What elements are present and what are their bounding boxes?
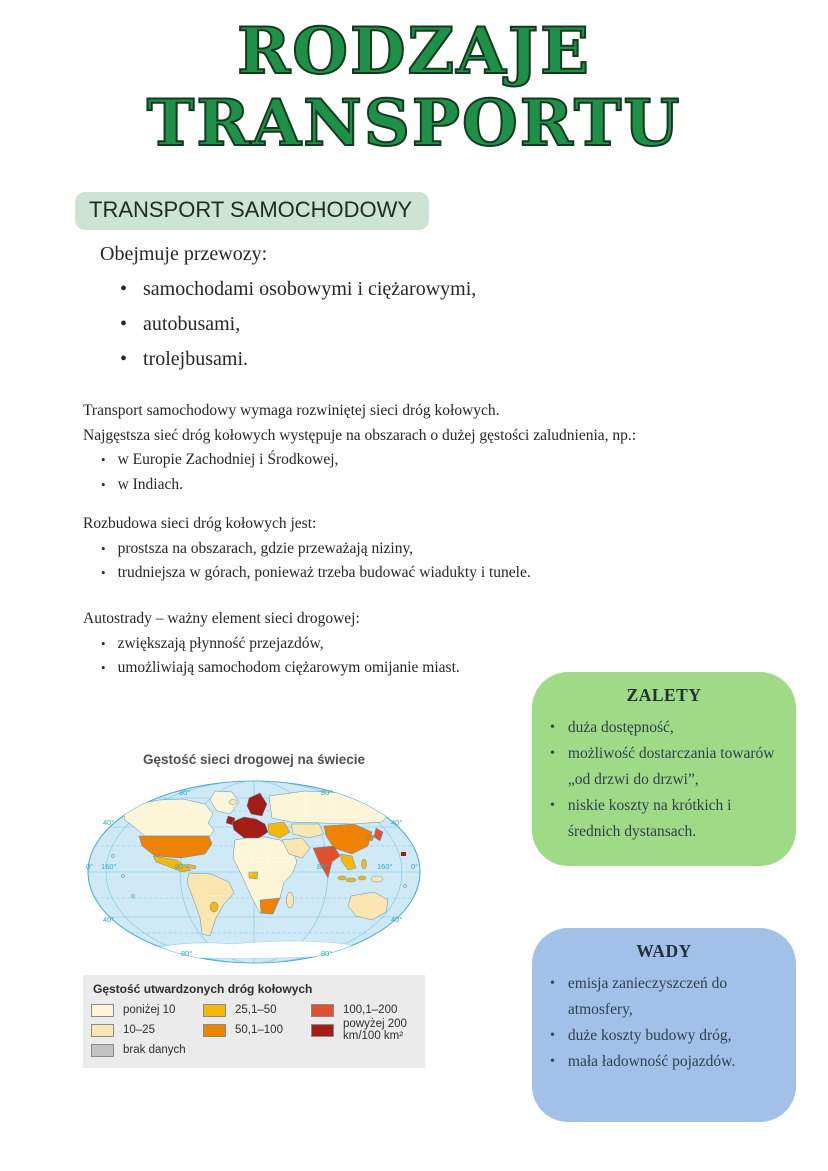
list-item: • autobusami,	[120, 313, 476, 335]
graticule-label: 40°	[103, 818, 115, 827]
paragraph-road-network	[83, 399, 703, 497]
list-item: • prostsza na obszarach, gdzie przeważają niziny,	[83, 537, 703, 562]
legend-swatch	[91, 1044, 114, 1057]
graticule-label: 0°	[411, 862, 419, 871]
list-item: • zwiększają płynność przejazdów,	[83, 632, 703, 657]
advantages-box	[532, 672, 796, 866]
list-item: • trolejbusami.	[120, 348, 476, 370]
legend-item: 25,1–50	[203, 1000, 311, 1020]
world-map-image	[83, 776, 425, 968]
page-title-line-1: RODZAJE	[237, 14, 591, 89]
map-legend	[83, 975, 425, 1068]
list-item: • emisja zanieczyszczeń do atmosfery,	[548, 971, 780, 1023]
legend-item: poniżej 10	[91, 1000, 203, 1020]
map-legend-title: Gęstość utwardzonych dróg kołowych	[93, 982, 313, 996]
legend-swatch	[91, 1004, 114, 1017]
list-item: • duże koszty budowy dróg,	[548, 1023, 780, 1049]
legend-item: 100,1–200	[311, 1000, 415, 1020]
intro-block	[100, 243, 476, 383]
paragraph-line: Najgęstsza sieć dróg kołowych występuje na obszarach o dużej gęstości zaludnienia, np.:	[83, 426, 637, 444]
advantages-title: ZALETY	[626, 685, 702, 705]
graticule-label: 80°	[321, 949, 333, 958]
page-title-line-2: TRANSPORTU	[146, 86, 682, 161]
graticule-label: 40°	[391, 915, 403, 924]
world-map-figure	[83, 752, 425, 1068]
paragraph-network-expansion	[83, 512, 703, 586]
map-title: Gęstość sieci drogowej na świecie	[142, 752, 366, 767]
list-item: • samochodami osobowymi i ciężarowymi,	[120, 278, 476, 300]
disadvantages-title: WADY	[636, 941, 692, 961]
list-item: • w Europie Zachodniej i Środkowej,	[83, 448, 703, 473]
section-header-badge: TRANSPORT SAMOCHODOWY	[75, 192, 429, 230]
paragraph-line: Rozbudowa sieci dróg kołowych jest:	[83, 515, 317, 532]
list-item: • w Indiach.	[83, 473, 703, 498]
legend-swatch	[203, 1004, 226, 1017]
graticule-label: 160°	[101, 862, 117, 871]
list-item: • umożliwiają samochodom ciężarowym omijanie miast.	[83, 656, 703, 681]
graticule-label: 160°	[377, 862, 393, 871]
intro-heading: Obejmuje przewozy:	[100, 243, 268, 265]
legend-swatch	[311, 1004, 334, 1017]
legend-item: brak danych	[91, 1040, 203, 1060]
legend-item: 50,1–100	[203, 1020, 311, 1040]
graticule-label: 40°	[391, 818, 403, 827]
graticule-label: 80°	[317, 862, 329, 871]
graticule-label: 80°	[179, 788, 191, 797]
graticule-label: 80°	[181, 949, 193, 958]
list-item: • niskie koszty na krótkich i średnich dystansach.	[548, 793, 780, 845]
list-item: • mała ładowność pojazdów.	[548, 1049, 780, 1075]
legend-swatch	[203, 1024, 226, 1037]
legend-swatch	[91, 1024, 114, 1037]
graticule-label: 80°	[321, 788, 333, 797]
legend-swatch	[311, 1024, 334, 1037]
page-title	[0, 16, 828, 160]
paragraph-line: Transport samochodowy wymaga rozwiniętej sieci dróg kołowych.	[83, 402, 500, 419]
list-item: • możliwość dostarczania towarów „od drzwi do drzwi”,	[548, 741, 780, 793]
legend-item: 10–25	[91, 1020, 203, 1040]
graticule-label: 40°	[103, 915, 115, 924]
paragraph-line: Autostrady – ważny element sieci drogowej:	[83, 610, 360, 627]
paragraph-highways	[83, 607, 703, 681]
disadvantages-box	[532, 928, 796, 1122]
list-item: • duża dostępność,	[548, 715, 780, 741]
graticule-label: 0°	[86, 862, 94, 871]
list-item: • trudniejsza w górach, ponieważ trzeba budować wiadukty i tunele.	[83, 561, 703, 586]
legend-item: powyżej 200 km/100 km²	[311, 1020, 415, 1040]
graticule-label: 80°	[175, 862, 187, 871]
